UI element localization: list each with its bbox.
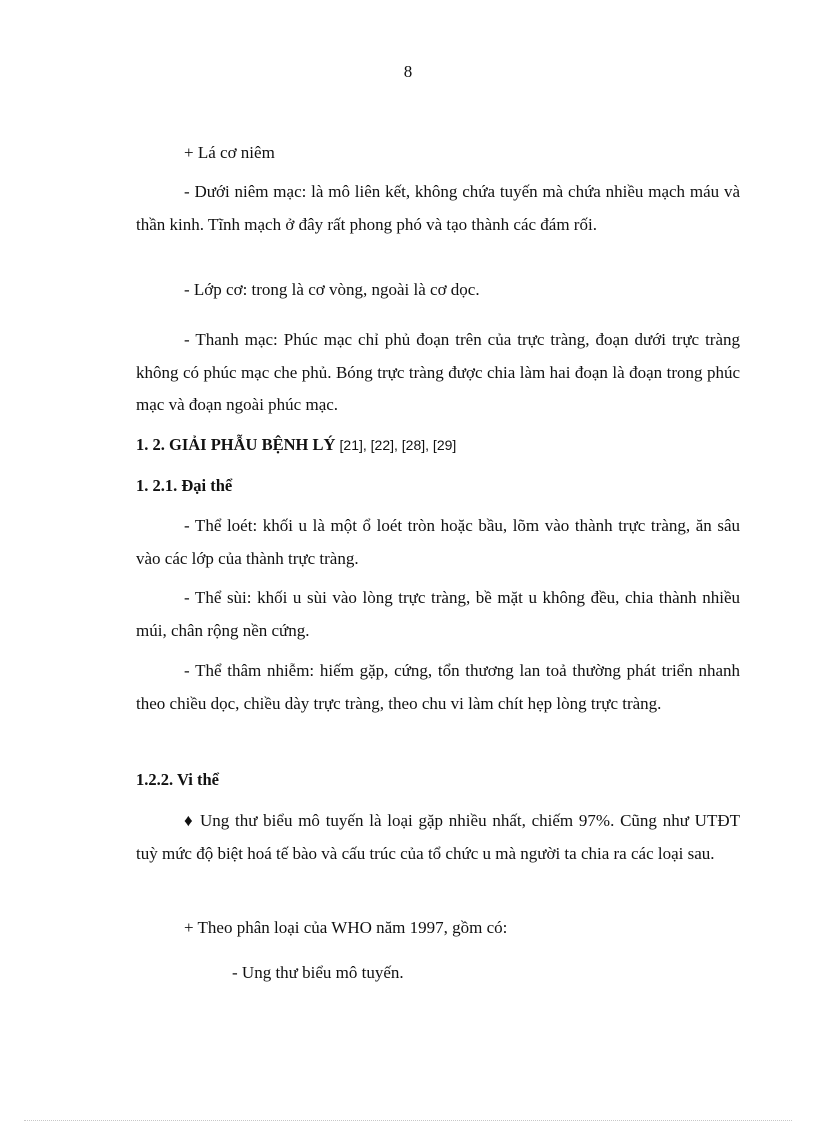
subsection-heading-vi-the: 1.2.2. Vi thể xyxy=(136,770,219,789)
paragraph-theo-phan-loai: + Theo phân loại của WHO năm 1997, gồm có: xyxy=(184,918,508,937)
subsection-la-co-niem: + Lá cơ niêm xyxy=(184,143,275,162)
section-heading-references: [21], [22], [28], [29] xyxy=(339,437,457,453)
paragraph-duoi-niem-mac: - Dưới niêm mạc: là mô liên kết, không chứa tuyến mà chứa nhiều mạch máu và thần kinh. Tĩnh mạch ở đây rất phong phó và tạo thành các đám rối. xyxy=(136,182,740,234)
list-item-ung-thu-bieu-mo-tuyen: - Ung thư biểu mô tuyến. xyxy=(232,963,404,982)
paragraph-the-tham-nhiem: - Thể thâm nhiễm: hiếm gặp, cứng, tổn thương lan toả thường phát triển nhanh theo chiều dọc, chiều dày trực tràng, theo chu vi làm chít hẹp lòng trực tràng. xyxy=(136,661,740,713)
paragraph-the-sui: - Thể sùi: khối u sùi vào lòng trực tràng, bề mặt u không đều, chia thành nhiều múi, chân rộng nền cứng. xyxy=(136,588,740,640)
page-bottom-divider xyxy=(24,1120,792,1121)
paragraph-ung-thu-bieu-mo: ♦ Ung thư biểu mô tuyến là loại gặp nhiều nhất, chiếm 97%. Cũng như UTĐT tuỳ mức độ biệt hoá tế bào và cấu trúc của tổ chức u mà người ta chia ra các loại sau. xyxy=(136,811,740,863)
section-heading-giai-phau-benh-ly xyxy=(136,433,456,457)
page-number: 8 xyxy=(403,62,413,81)
section-heading-text: 1. 2. GIẢI PHẪU BỆNH LÝ xyxy=(136,435,336,454)
subsection-heading-dai-the: 1. 2.1. Đại thể xyxy=(136,476,233,495)
paragraph-lop-co: - Lớp cơ: trong là cơ vòng, ngoài là cơ dọc. xyxy=(184,280,480,299)
paragraph-thanh-mac: - Thanh mạc: Phúc mạc chỉ phủ đoạn trên của trực tràng, đoạn dưới trực tràng không có phúc mạc che phủ. Bóng trực tràng được chia làm hai đoạn là đoạn trong phúc mạc và đoạn ngoài phúc mạc. xyxy=(136,330,740,414)
paragraph-the-loet: - Thể loét: khối u là một ổ loét tròn hoặc bầu, lõm vào thành trực tràng, ăn sâu vào các lớp của thành trực tràng. xyxy=(136,516,740,568)
